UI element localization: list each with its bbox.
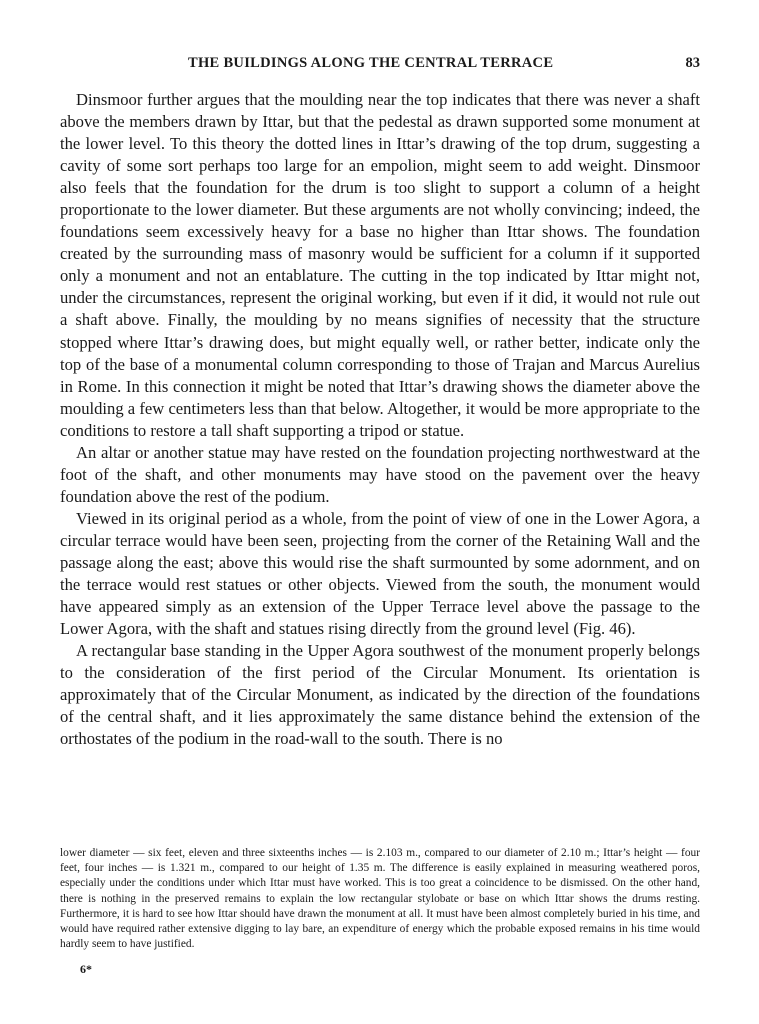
footnote: lower diameter — six feet, eleven and three sixteenths inches — is 2.103 m., compared to our diameter of 2.10 m.; Ittar’s height — four feet, four inches — is 1.321 m., compared to our height of 1.35 m. The difference is easily explained in measuring weathered poros, especially under the conditions under which Ittar must have worked. This is too great a coincidence to be dismissed. On the other hand, there is nothing in the preserved remains to explain the low rectangular stylobate or base on which Ittar shows the drums resting. Furthermore, it is hard to see how Ittar should have drawn the monument at all. It must have been almost completely buried in his time, and would have required rather extensive digging to lay bare, an expenditure of energy which the probable exposed remains in his time would hardly seem to have justified. [60,847,700,951]
paragraph: Viewed in its original period as a whole, from the point of view of one in the Lower Agora, a circular terrace would have been seen, projecting from the corner of the Retaining Wall and the passage along the east; above this would rise the shaft surmounted by some adornment, and on the terrace would rest statues or other objects. Viewed from the south, the monument would have appeared simply as an extension of the Upper Terrace level above the passage to the Lower Agora, with the shaft and statues rising directly from the ground level (Fig. 46). [60,508,700,639]
page-number: 83 [685,55,700,71]
signature-mark: 6* [80,962,92,976]
running-head [60,55,700,75]
running-title: THE BUILDINGS ALONG THE CENTRAL TERRACE [188,55,554,71]
paragraph: A rectangular base standing in the Upper Agora southwest of the monument properly belongs to the consideration of the first period of the Circular Monument. Its orientation is approximately that of the Circular Monument, as indicated by the direction of the foundations of the central shaft, and it lies approximately the same distance behind the extension of the orthostates of the podium in the road-wall to the south. There is no [60,641,700,749]
body-text [60,89,700,750]
paragraph: Dinsmoor further argues that the moulding near the top indicates that there was never a shaft above the members drawn by Ittar, but that the pedestal as drawn supported some monument at the lower level. To this theory the dotted lines in Ittar’s drawing of the top drum, suggesting a cavity of some sort perhaps too large for an empolion, might seem to add weight. Dinsmoor also feels that the foundation for the drum is too slight to support a column of a height proportionate to the lower diameter. But these arguments are not wholly convincing; indeed, the foundations seem excessively heavy for a base no higher than Ittar shows. The foundation created by the surrounding mass of masonry would be sufficient for a column if it supported only a monument and not an entablature. The cutting in the top indicated by Ittar might not, under the circumstances, represent the original working, but even if it did, it would not rule out a shaft above. Finally, the moulding by no means signifies of necessity that the structure stopped where Ittar’s drawing does, but might equally well, or rather better, indicate only the top of the base of a monumental column corresponding to those of Trajan and Marcus Aurelius in Rome. In this connection it might be noted that Ittar’s drawing shows the diameter above the moulding a few centimeters less than that below. Altogether, it would be more appropriate to the conditions to restore a tall shaft supporting a tripod or statue. [60,90,700,440]
paragraph: An altar or another statue may have rested on the foundation projecting northwestward at the foot of the shaft, and other monuments may have stood on the pavement over the heavy foundation above the rest of the podium. [60,442,700,506]
